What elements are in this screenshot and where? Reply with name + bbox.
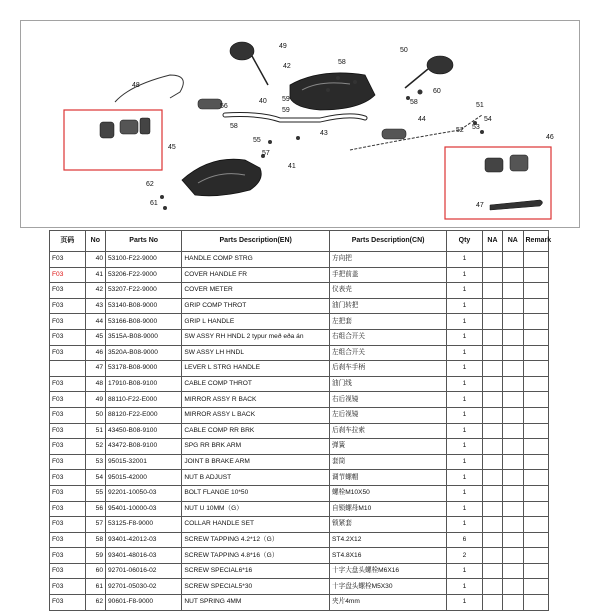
- cell-page: F03: [50, 501, 86, 517]
- cell-qty: 1: [447, 485, 483, 501]
- cell-remark: [523, 329, 549, 345]
- cell-qty: 1: [447, 407, 483, 423]
- cell-na-2: [503, 407, 523, 423]
- cell-no: 44: [85, 314, 105, 330]
- header-desc-cn: Parts Description(CN): [330, 231, 447, 252]
- cell-na-1: [482, 485, 502, 501]
- cell-part-no: 53166-B08-9000: [106, 314, 182, 330]
- callout-46: 46: [546, 134, 554, 141]
- cell-page: F03: [50, 548, 86, 564]
- cell-page: F03: [50, 345, 86, 361]
- exploded-parts-diagram: [20, 20, 580, 228]
- parts-table: [49, 230, 552, 611]
- cell-no: 62: [85, 595, 105, 611]
- cell-page: F03: [50, 407, 86, 423]
- cell-desc-en: GRIP L HANDLE: [182, 314, 330, 330]
- cell-part-no: 93401-42012-03: [106, 532, 182, 548]
- table-row: [50, 501, 549, 517]
- callout-55: 55: [253, 137, 261, 144]
- table-row: [50, 314, 549, 330]
- header-no: No: [85, 231, 105, 252]
- cell-qty: 1: [447, 501, 483, 517]
- cell-na-1: [482, 470, 502, 486]
- cell-part-no: 53207-F22-9000: [106, 283, 182, 299]
- cell-na-2: [503, 361, 523, 377]
- cell-no: 57: [85, 517, 105, 533]
- cell-part-no: 3520A-B08-9000: [106, 345, 182, 361]
- callout-44: 44: [418, 116, 426, 123]
- cell-remark: [523, 532, 549, 548]
- cell-remark: [523, 392, 549, 408]
- cell-na-2: [503, 267, 523, 283]
- cell-remark: [523, 454, 549, 470]
- cell-desc-en: CABLE COMP RR BRK: [182, 423, 330, 439]
- cell-na-1: [482, 579, 502, 595]
- table-row: [50, 283, 549, 299]
- cell-qty: 1: [447, 267, 483, 283]
- cell-remark: [523, 595, 549, 611]
- cell-part-no: 95015-42000: [106, 470, 182, 486]
- cell-no: 46: [85, 345, 105, 361]
- cell-na-1: [482, 548, 502, 564]
- cell-part-no: 3515A-B08-9000: [106, 329, 182, 345]
- cell-desc-en: SW ASSY RH HNDL 2 typur með eða án: [182, 329, 330, 345]
- cell-na-2: [503, 548, 523, 564]
- cell-na-1: [482, 407, 502, 423]
- table-row: [50, 345, 549, 361]
- cell-no: 59: [85, 548, 105, 564]
- cell-na-1: [482, 517, 502, 533]
- cell-qty: 1: [447, 329, 483, 345]
- cell-qty: 1: [447, 361, 483, 377]
- cell-qty: 1: [447, 345, 483, 361]
- table-row: [50, 252, 549, 268]
- cell-remark: [523, 423, 549, 439]
- cell-desc-cn: 左把套: [330, 314, 447, 330]
- cell-desc-cn: 左组合开关: [330, 345, 447, 361]
- cell-na-2: [503, 423, 523, 439]
- cell-na-2: [503, 283, 523, 299]
- cell-no: 61: [85, 579, 105, 595]
- callout-43: 43: [320, 130, 328, 137]
- left-grip-drawing: [382, 129, 406, 139]
- cell-desc-en: HANDLE COMP STRG: [182, 252, 330, 268]
- cell-remark: [523, 376, 549, 392]
- cell-desc-en: GRIP COMP THROT: [182, 298, 330, 314]
- cell-na-1: [482, 454, 502, 470]
- diagram-drawing: [20, 20, 580, 228]
- cell-desc-cn: 油门转把: [330, 298, 447, 314]
- cell-part-no: 43450-B08-9100: [106, 423, 182, 439]
- cell-desc-en: NUT SPRING 4MM: [182, 595, 330, 611]
- cell-no: 49: [85, 392, 105, 408]
- cell-na-2: [503, 345, 523, 361]
- table-row: [50, 595, 549, 611]
- callout-58: 58: [338, 59, 346, 66]
- cell-na-1: [482, 267, 502, 283]
- cell-no: 47: [85, 361, 105, 377]
- cell-na-2: [503, 329, 523, 345]
- cell-desc-cn: 锁紧套: [330, 517, 447, 533]
- cell-qty: 1: [447, 298, 483, 314]
- cell-na-2: [503, 392, 523, 408]
- cell-desc-cn: 手把前盖: [330, 267, 447, 283]
- cell-na-1: [482, 392, 502, 408]
- cell-page: F03: [50, 298, 86, 314]
- cell-part-no: 17910-B08-9100: [106, 376, 182, 392]
- cell-page: F03: [50, 579, 86, 595]
- callout-48: 48: [132, 82, 140, 89]
- cell-remark: [523, 314, 549, 330]
- cell-qty: 1: [447, 376, 483, 392]
- right-mirror-drawing: [230, 42, 254, 60]
- cell-na-2: [503, 532, 523, 548]
- cell-remark: [523, 501, 549, 517]
- cell-qty: 6: [447, 532, 483, 548]
- cell-na-2: [503, 376, 523, 392]
- throttle-cable-drawing: [115, 75, 183, 102]
- cell-na-1: [482, 361, 502, 377]
- cell-na-1: [482, 439, 502, 455]
- callout-47: 47: [476, 202, 484, 209]
- cell-remark: [523, 579, 549, 595]
- callout-62: 62: [146, 181, 154, 188]
- cell-na-2: [503, 517, 523, 533]
- callout-53: 53: [472, 124, 480, 131]
- cell-no: 56: [85, 501, 105, 517]
- cell-no: 53: [85, 454, 105, 470]
- cell-no: 52: [85, 439, 105, 455]
- cell-page: F03: [50, 563, 86, 579]
- cell-remark: [523, 548, 549, 564]
- cell-desc-en: COVER METER: [182, 283, 330, 299]
- table-row: [50, 423, 549, 439]
- cell-no: 55: [85, 485, 105, 501]
- cell-remark: [523, 252, 549, 268]
- cell-desc-en: JOINT B BRAKE ARM: [182, 454, 330, 470]
- cell-qty: 1: [447, 595, 483, 611]
- cell-desc-en: SCREW TAPPING 4.8*16（G）: [182, 548, 330, 564]
- table-row: [50, 407, 549, 423]
- callout-60: 60: [433, 88, 441, 95]
- cell-remark: [523, 517, 549, 533]
- cell-page: F03: [50, 314, 86, 330]
- cell-part-no: 53140-B08-9000: [106, 298, 182, 314]
- cell-qty: 1: [447, 454, 483, 470]
- cell-part-no: 53125-F8-9000: [106, 517, 182, 533]
- cell-page: F03: [50, 392, 86, 408]
- cell-no: 41: [85, 267, 105, 283]
- header-page: 页码: [50, 231, 86, 252]
- cell-desc-en: SW ASSY LH HNDL: [182, 345, 330, 361]
- front-handle-cover-drawing: [182, 159, 261, 196]
- cell-page: F03: [50, 283, 86, 299]
- cell-desc-cn: 弹簧: [330, 439, 447, 455]
- cell-desc-en: COLLAR HANDLE SET: [182, 517, 330, 533]
- table-row: [50, 361, 549, 377]
- cell-part-no: 88110-F22-E000: [106, 392, 182, 408]
- cell-part-no: 53178-B08-9000: [106, 361, 182, 377]
- cell-page: F03: [50, 329, 86, 345]
- cell-na-2: [503, 485, 523, 501]
- table-row: [50, 454, 549, 470]
- table-row: [50, 485, 549, 501]
- callout-59a: 59: [282, 96, 290, 103]
- cell-desc-cn: 调节螺帽: [330, 470, 447, 486]
- cell-desc-en: LEVER L STRG HANDLE: [182, 361, 330, 377]
- cell-na-2: [503, 579, 523, 595]
- cell-desc-cn: 十字盘头螺栓M5X30: [330, 579, 447, 595]
- cell-remark: [523, 439, 549, 455]
- table-row: [50, 392, 549, 408]
- cell-part-no: 90601-F8-9000: [106, 595, 182, 611]
- cell-qty: 1: [447, 517, 483, 533]
- header-desc-en: Parts Description(EN): [182, 231, 330, 252]
- cell-remark: [523, 563, 549, 579]
- cell-desc-cn: 螺栓M10X50: [330, 485, 447, 501]
- cell-page: F03: [50, 252, 86, 268]
- callout-59b: 59: [282, 107, 290, 114]
- cell-part-no: 95401-10000-03: [106, 501, 182, 517]
- cell-na-2: [503, 563, 523, 579]
- cell-desc-cn: 右组合开关: [330, 329, 447, 345]
- cell-remark: [523, 298, 549, 314]
- cell-part-no: 92701-06016-02: [106, 563, 182, 579]
- cell-desc-cn: 十字大盘头螺栓M6X16: [330, 563, 447, 579]
- cell-remark: [523, 283, 549, 299]
- cell-na-1: [482, 376, 502, 392]
- cell-desc-cn: 方向把: [330, 252, 447, 268]
- callout-41: 41: [288, 163, 296, 170]
- cell-page: F03: [50, 423, 86, 439]
- cell-desc-cn: 仪表壳: [330, 283, 447, 299]
- cell-no: 42: [85, 283, 105, 299]
- cell-desc-en: SCREW SPECIAL5*30: [182, 579, 330, 595]
- cell-desc-en: NUT U 10MM（G）: [182, 501, 330, 517]
- cell-na-1: [482, 532, 502, 548]
- table-row: [50, 563, 549, 579]
- table-row: [50, 470, 549, 486]
- callout-40: 40: [259, 98, 267, 105]
- callout-58b: 58: [410, 99, 418, 106]
- callout-57: 57: [262, 150, 270, 157]
- parts-table-header: [50, 231, 552, 252]
- cell-desc-en: SCREW TAPPING 4.2*12（G）: [182, 532, 330, 548]
- table-row: [50, 267, 549, 283]
- cell-part-no: 92701-05030-02: [106, 579, 182, 595]
- cell-desc-en: CABLE COMP THROT: [182, 376, 330, 392]
- cell-remark: [523, 485, 549, 501]
- header-na-1: NA: [482, 231, 502, 252]
- cell-na-1: [482, 314, 502, 330]
- table-row: [50, 517, 549, 533]
- cell-part-no: 88120-F22-E000: [106, 407, 182, 423]
- cell-desc-cn: 套筒: [330, 454, 447, 470]
- cell-remark: [523, 345, 549, 361]
- cell-desc-en: MIRROR ASSY L BACK: [182, 407, 330, 423]
- callout-56: 56: [220, 103, 228, 110]
- callout-54: 54: [484, 116, 492, 123]
- parts-table-body: [50, 252, 549, 611]
- cell-qty: 1: [447, 470, 483, 486]
- cell-no: 60: [85, 563, 105, 579]
- cell-no: 50: [85, 407, 105, 423]
- cell-qty: 1: [447, 439, 483, 455]
- cell-page: F03: [50, 454, 86, 470]
- callout-49: 49: [279, 43, 287, 50]
- left-switch-drawing: [485, 158, 503, 172]
- cell-page: F03: [50, 267, 86, 283]
- cell-qty: 1: [447, 314, 483, 330]
- table-row: [50, 532, 549, 548]
- cell-qty: 1: [447, 283, 483, 299]
- callout-42: 42: [283, 63, 291, 70]
- header-qty: Qty: [447, 231, 483, 252]
- table-row: [50, 376, 549, 392]
- header-part-no: Parts No: [106, 231, 182, 252]
- cell-desc-cn: ST4.8X16: [330, 548, 447, 564]
- cell-na-2: [503, 595, 523, 611]
- cell-part-no: 95015-32001: [106, 454, 182, 470]
- cell-no: 58: [85, 532, 105, 548]
- cell-na-1: [482, 423, 502, 439]
- cell-no: 40: [85, 252, 105, 268]
- cell-na-2: [503, 298, 523, 314]
- cell-desc-cn: 左后视镜: [330, 407, 447, 423]
- table-row: [50, 579, 549, 595]
- callout-50: 50: [400, 47, 408, 54]
- table-row: [50, 548, 549, 564]
- callout-51: 51: [476, 102, 484, 109]
- cell-no: 54: [85, 470, 105, 486]
- callout-61: 61: [150, 200, 158, 207]
- cell-desc-cn: 右后视镜: [330, 392, 447, 408]
- cell-page: F03: [50, 439, 86, 455]
- cell-page: [50, 361, 86, 377]
- cell-na-2: [503, 252, 523, 268]
- cell-na-2: [503, 314, 523, 330]
- cell-na-1: [482, 283, 502, 299]
- cell-desc-en: SCREW SPECIAL6*16: [182, 563, 330, 579]
- header-row: [50, 231, 549, 252]
- cell-remark: [523, 361, 549, 377]
- table-row: [50, 439, 549, 455]
- cell-desc-en: BOLT FLANGE 10*50: [182, 485, 330, 501]
- cell-part-no: 53100-F22-9000: [106, 252, 182, 268]
- callout-45: 45: [168, 144, 176, 151]
- cell-remark: [523, 267, 549, 283]
- cell-no: 43: [85, 298, 105, 314]
- cell-na-1: [482, 345, 502, 361]
- cell-desc-en: SPG RR BRK ARM: [182, 439, 330, 455]
- cell-part-no: 53206-F22-9000: [106, 267, 182, 283]
- cell-desc-cn: 后刹车拉索: [330, 423, 447, 439]
- cell-page: F03: [50, 517, 86, 533]
- cell-qty: 1: [447, 252, 483, 268]
- table-row: [50, 298, 549, 314]
- cell-qty: 2: [447, 548, 483, 564]
- cell-qty: 1: [447, 563, 483, 579]
- cell-desc-en: MIRROR ASSY R BACK: [182, 392, 330, 408]
- callout-58c: 58: [230, 123, 238, 130]
- cell-remark: [523, 407, 549, 423]
- cell-page: F03: [50, 470, 86, 486]
- header-na-2: NA: [503, 231, 523, 252]
- cell-na-1: [482, 501, 502, 517]
- cell-page: F03: [50, 595, 86, 611]
- table-row: [50, 329, 549, 345]
- cell-desc-en: COVER HANDLE FR: [182, 267, 330, 283]
- cell-part-no: 43472-B08-9100: [106, 439, 182, 455]
- cell-desc-cn: 后刹车手柄: [330, 361, 447, 377]
- cell-remark: [523, 470, 549, 486]
- left-mirror-drawing: [427, 56, 453, 74]
- cell-qty: 1: [447, 392, 483, 408]
- cell-desc-cn: 夹片4mm: [330, 595, 447, 611]
- cell-no: 51: [85, 423, 105, 439]
- cell-na-1: [482, 329, 502, 345]
- cell-na-1: [482, 563, 502, 579]
- cell-page: F03: [50, 532, 86, 548]
- cell-na-2: [503, 454, 523, 470]
- cell-desc-cn: 自锁螺母M10: [330, 501, 447, 517]
- meter-cover-drawing: [290, 73, 375, 110]
- right-switch-drawing: [100, 122, 114, 138]
- cell-na-1: [482, 298, 502, 314]
- cell-no: 45: [85, 329, 105, 345]
- cell-na-2: [503, 470, 523, 486]
- brake-lever-drawing: [490, 200, 543, 210]
- cell-part-no: 92201-10050-03: [106, 485, 182, 501]
- cell-part-no: 93401-48016-03: [106, 548, 182, 564]
- cell-no: 48: [85, 376, 105, 392]
- cell-desc-cn: ST4.2X12: [330, 532, 447, 548]
- throttle-grip-drawing: [198, 99, 222, 109]
- header-remark: Remark: [523, 231, 549, 252]
- cell-qty: 1: [447, 423, 483, 439]
- cell-page: F03: [50, 485, 86, 501]
- cell-desc-cn: 油门线: [330, 376, 447, 392]
- cell-na-2: [503, 501, 523, 517]
- cell-qty: 1: [447, 579, 483, 595]
- cell-page: F03: [50, 376, 86, 392]
- callout-52: 52: [456, 127, 464, 134]
- cell-desc-en: NUT B ADJUST: [182, 470, 330, 486]
- cell-na-2: [503, 439, 523, 455]
- cell-na-1: [482, 595, 502, 611]
- cell-na-1: [482, 252, 502, 268]
